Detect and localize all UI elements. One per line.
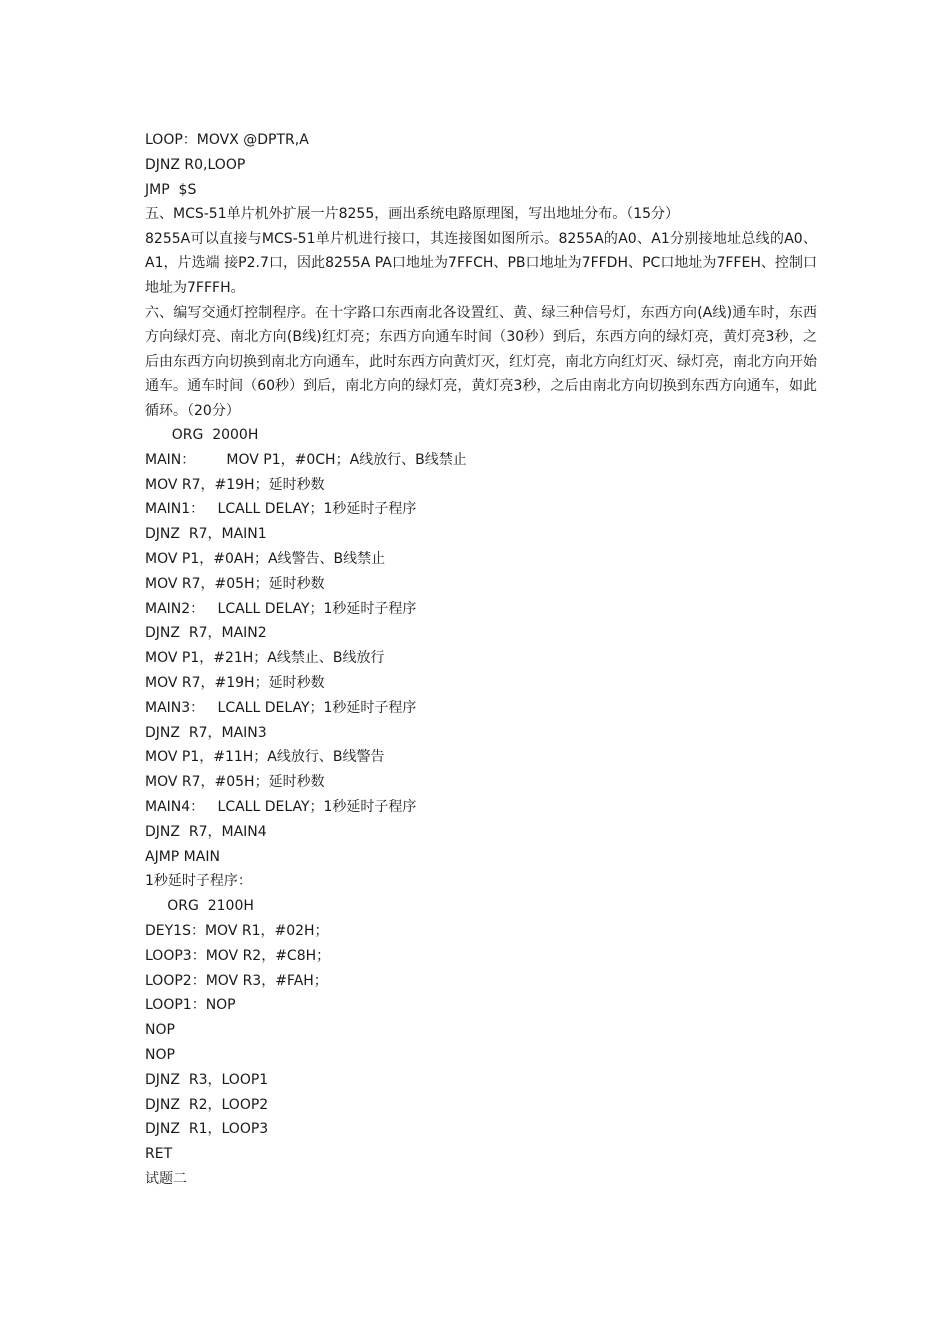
code-line: LOOP1：NOP [145,997,236,1014]
code-line: MAIN2： LCALL DELAY；1秒延时子程序 [145,600,417,617]
code-line: DJNZ R1，LOOP3 [145,1121,269,1138]
code-line: DJNZ R2，LOOP2 [145,1096,269,1113]
code-line: MOV P1，#11H；A线放行、B线警告 [145,749,385,766]
code-line: MAIN： MOV P1，#0CH；A线放行、B线禁止 [145,451,467,468]
code-line: NOP [145,1022,175,1039]
code-line: DEY1S：MOV R1，#02H； [145,922,329,939]
document-page [145,128,817,1192]
code-line: LOOP2：MOV R3，#FAH； [145,972,328,989]
code-line: DJNZ R7，MAIN4 [145,823,267,840]
code-line: MOV R7，#05H；延时秒数 [145,575,325,592]
code-line: DJNZ R7，MAIN2 [145,625,267,642]
code-line: MOV R7，#19H；延时秒数 [145,476,325,493]
code-line: NOP [145,1046,175,1063]
question-5-title: 五、MCS-51单片机外扩展一片8255，画出系统电路原理图，写出地址分布。（15分） [145,206,680,223]
code-line: MAIN3： LCALL DELAY；1秒延时子程序 [145,699,417,716]
section-heading: 试题二 [145,1170,187,1187]
code-line: DJNZ R3，LOOP1 [145,1071,269,1088]
code-line: JMP $S [145,181,197,198]
main-program [145,423,817,869]
delay-program [145,869,817,1167]
code-line: MOV P1，#21H；A线禁止、B线放行 [145,650,385,667]
question-6-title: 六、编写交通灯控制程序。在十字路口东西南北各设置红、黄、绿三种信号灯，东西方向(A线)通车时，东西方向绿灯亮、南北方向(B线)红灯亮；东西方向通车时间（30秒）到后，东西方向的绿灯亮，黄灯亮3秒，之后由东西方向切换到南北方向通车，此时东西方向黄灯灭，红灯亮，南北方向红灯灭、绿灯亮，南北方向开始通车。通车时间（60秒）到后，南北方向的绿灯亮，黄灯亮3秒，之后由南北方向切换到东西方向通车，如此循环。（20分） [145,305,817,419]
question-5-answer: 8255A可以直接与MCS-51单片机进行接口，其连接图如图所示。8255A的A0、A1分别接地址总线的A0、A1，片选端 接P2.7口，因此8255A PA口地址为7FFCH、PB口地址为7FFDH、PC口地址为7FFEH、控制口地址为7FFFH。 [145,230,817,296]
code-line: AJMP MAIN [145,848,220,865]
code-line: LOOP3：MOV R2，#C8H； [145,947,331,964]
code-line: MOV R7，#19H；延时秒数 [145,675,325,692]
code-line: 1秒延时子程序： [145,873,252,890]
code-line: RET [145,1146,173,1163]
code-line: ORG 2000H [145,427,259,444]
code-line: MAIN4： LCALL DELAY；1秒延时子程序 [145,799,417,815]
code-line: MAIN1： LCALL DELAY；1秒延时子程序 [145,501,417,518]
code-line: MOV R7，#05H；延时秒数 [145,774,325,791]
code-line: DJNZ R0,LOOP [145,156,246,173]
code-line: DJNZ R7，MAIN3 [145,724,267,741]
code-line: DJNZ R7，MAIN1 [145,526,267,543]
code-line: ORG 2100H [145,898,254,915]
code-line: LOOP：MOVX @DPTR,A [145,132,309,148]
code-line: MOV P1，#0AH；A线警告、B线禁止 [145,551,386,568]
